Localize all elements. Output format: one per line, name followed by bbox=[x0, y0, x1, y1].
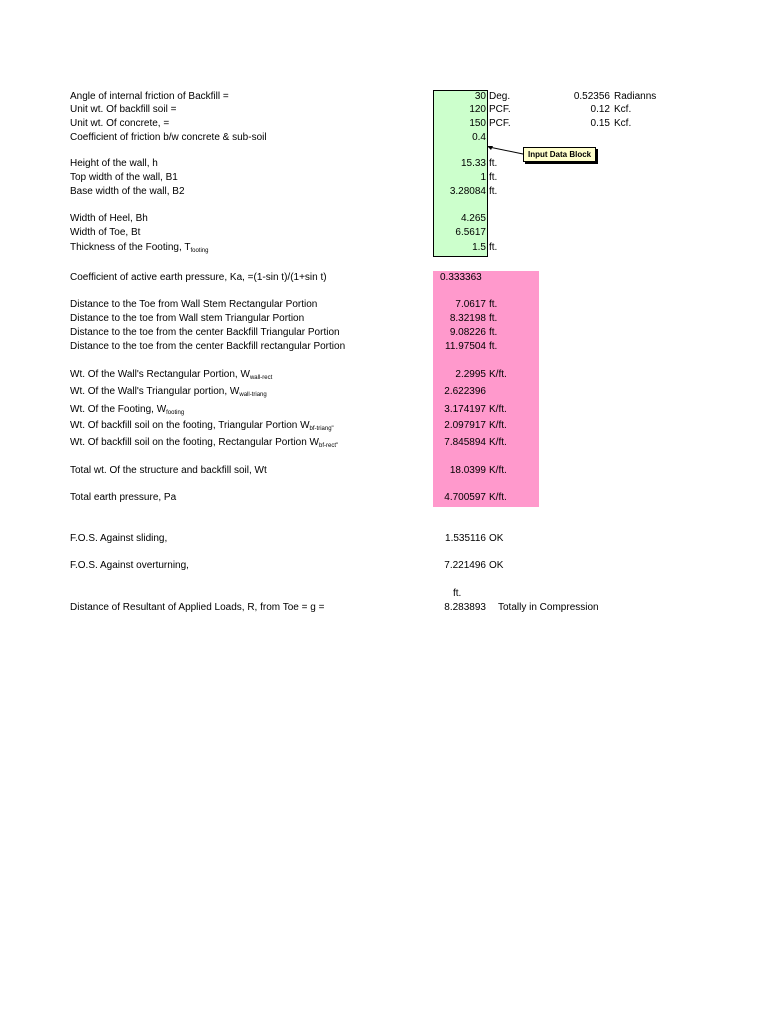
row-unit: Deg. bbox=[489, 91, 511, 102]
row-value: 7.845894 bbox=[444, 437, 486, 448]
result-row bbox=[0, 298, 768, 312]
row-label: Unit wt. Of backfill soil = bbox=[70, 104, 177, 115]
row-label: Coefficient of active earth pressure, Ka, =(1-sin t)/(1+sin t) bbox=[70, 272, 327, 283]
row-value[interactable]: 3.28084 bbox=[449, 186, 486, 197]
row-converted-value: 0.52356 bbox=[573, 91, 610, 102]
row-value[interactable]: 0.4 bbox=[472, 132, 486, 143]
row-label-subscript: bf-triang" bbox=[309, 426, 334, 432]
row-label: Distance to the toe from Wall stem Triangular Portion bbox=[70, 313, 305, 324]
row-label: F.O.S. Against sliding, bbox=[70, 533, 168, 544]
row-unit: K/ft. bbox=[489, 465, 507, 476]
result-row bbox=[0, 464, 768, 478]
input-row bbox=[0, 117, 768, 131]
row-label: Top width of the wall, B1 bbox=[70, 172, 178, 183]
row-label: Width of Toe, Bt bbox=[70, 227, 141, 238]
input-row bbox=[0, 103, 768, 117]
row-unit: ft. bbox=[489, 299, 498, 310]
result-row bbox=[0, 340, 768, 354]
row-label: Wt. Of backfill soil on the footing, Triangular Portion $W_{bf-triang"}$ bbox=[70, 420, 334, 432]
row-label: Wt. Of the Wall's Triangular portion, $W_{wall-triang}$ bbox=[70, 386, 267, 398]
row-label: Coefficient of friction b/w concrete & sub-soil bbox=[70, 132, 267, 143]
row-label: Wt. Of the Wall's Rectangular Portion, $W_{wall-rect}$ bbox=[70, 369, 273, 381]
result-row bbox=[0, 419, 768, 433]
row-value[interactable]: 15.33 bbox=[460, 158, 486, 169]
row-converted-unit: Kcf. bbox=[614, 118, 632, 129]
row-value[interactable]: 6.5617 bbox=[455, 227, 486, 238]
row-converted-value: 0.15 bbox=[590, 118, 610, 129]
input-row bbox=[0, 212, 768, 226]
row-unit: K/ft. bbox=[489, 404, 507, 415]
row-label: Width of Heel, Bh bbox=[70, 213, 148, 224]
row-label-subscript: wall-triang bbox=[239, 392, 267, 398]
row-value: 3.174197 bbox=[444, 404, 486, 415]
result-row bbox=[0, 326, 768, 340]
row-value[interactable]: 1.5 bbox=[472, 242, 486, 253]
row-unit: K/ft. bbox=[489, 420, 507, 431]
row-value: 2.622396 bbox=[444, 386, 486, 397]
row-label-subscript: footing bbox=[166, 410, 185, 416]
row-value[interactable]: 150 bbox=[469, 118, 486, 129]
result-row bbox=[0, 312, 768, 326]
row-value: 2.097917 bbox=[444, 420, 486, 431]
row-value[interactable]: 1 bbox=[480, 172, 486, 183]
check-status: OK bbox=[489, 560, 504, 571]
input-row bbox=[0, 90, 768, 104]
resultant-unit-row bbox=[0, 587, 768, 601]
result-row bbox=[0, 403, 768, 417]
row-value: 8.283893 bbox=[444, 602, 486, 613]
row-value: 7.0617 bbox=[455, 299, 486, 310]
row-label: Wt. Of backfill soil on the footing, Rectangular Portion $W_{bf-rect"}$ bbox=[70, 437, 339, 449]
input-data-comment: Input Data Block bbox=[523, 147, 596, 162]
row-label: Distance to the toe from the center Backfill Triangular Portion bbox=[70, 327, 340, 338]
row-unit: ft. bbox=[489, 341, 498, 352]
row-value: 18.0399 bbox=[449, 465, 486, 476]
row-unit: K/ft. bbox=[489, 437, 507, 448]
row-unit: ft. bbox=[489, 172, 498, 183]
row-converted-unit: Radianns bbox=[614, 91, 657, 102]
resultant-unit: ft. bbox=[453, 588, 462, 599]
result-row bbox=[0, 385, 768, 399]
row-unit: ft. bbox=[489, 242, 498, 253]
row-unit: ft. bbox=[489, 158, 498, 169]
row-label: Wt. Of the Footing, $W_{footing}$ bbox=[70, 404, 185, 416]
row-value: 9.08226 bbox=[449, 327, 486, 338]
row-label: Unit wt. Of concrete, = bbox=[70, 118, 170, 129]
row-label: F.O.S. Against overturning, bbox=[70, 560, 189, 571]
result-row bbox=[0, 491, 768, 505]
row-label: Base width of the wall, B2 bbox=[70, 186, 185, 197]
check-row bbox=[0, 559, 768, 573]
row-converted-value: 0.12 bbox=[590, 104, 610, 115]
row-value: 2.2995 bbox=[455, 369, 486, 380]
row-label: Angle of internal friction of Backfill = bbox=[70, 91, 229, 102]
result-row bbox=[0, 368, 768, 382]
row-value: 1.535116 bbox=[445, 533, 486, 544]
row-label: Distance of Resultant of Applied Loads, R, from Toe = g = bbox=[70, 602, 325, 613]
row-value: 8.32198 bbox=[449, 313, 486, 324]
input-row bbox=[0, 185, 768, 199]
row-unit: ft. bbox=[489, 186, 498, 197]
row-value: 4.700597 bbox=[444, 492, 486, 503]
comment-arrow-icon bbox=[487, 143, 527, 157]
check-row bbox=[0, 532, 768, 546]
row-unit: K/ft. bbox=[489, 369, 507, 380]
row-label: Distance to the toe from the center Backfill rectangular Portion bbox=[70, 341, 346, 352]
row-label: Total earth pressure, Pa bbox=[70, 492, 177, 503]
row-value: 7.221496 bbox=[444, 560, 486, 571]
row-converted-unit: Kcf. bbox=[614, 104, 632, 115]
row-value[interactable]: 30 bbox=[474, 91, 486, 102]
row-value: 0.333363 bbox=[440, 272, 482, 283]
row-unit: PCF. bbox=[489, 104, 511, 115]
row-unit: ft. bbox=[489, 313, 498, 324]
resultant-note: Totally in Compression bbox=[498, 602, 599, 613]
row-unit: K/ft. bbox=[489, 492, 507, 503]
row-label-subscript: bf-rect" bbox=[319, 443, 339, 449]
row-unit: ft. bbox=[489, 327, 498, 338]
row-label: Distance to the Toe from Wall Stem Rectangular Portion bbox=[70, 299, 318, 310]
row-value[interactable]: 4.265 bbox=[460, 213, 486, 224]
input-row bbox=[0, 226, 768, 240]
input-row bbox=[0, 131, 768, 145]
row-unit: PCF. bbox=[489, 118, 511, 129]
row-label: Height of the wall, h bbox=[70, 158, 158, 169]
result-row bbox=[0, 271, 768, 285]
input-row bbox=[0, 157, 768, 171]
row-label-subscript: footing bbox=[190, 248, 209, 254]
row-value[interactable]: 120 bbox=[469, 104, 486, 115]
row-label: Thickness of the Footing, $T_{footing}$ bbox=[70, 242, 209, 254]
resultant-row bbox=[0, 601, 768, 615]
input-row bbox=[0, 241, 768, 255]
check-status: OK bbox=[489, 533, 504, 544]
row-value: 11.97504 bbox=[445, 341, 486, 352]
result-row bbox=[0, 436, 768, 450]
row-label: Total wt. Of the structure and backfill soil, Wt bbox=[70, 465, 267, 476]
input-row bbox=[0, 171, 768, 185]
row-label-subscript: wall-rect bbox=[249, 375, 273, 381]
